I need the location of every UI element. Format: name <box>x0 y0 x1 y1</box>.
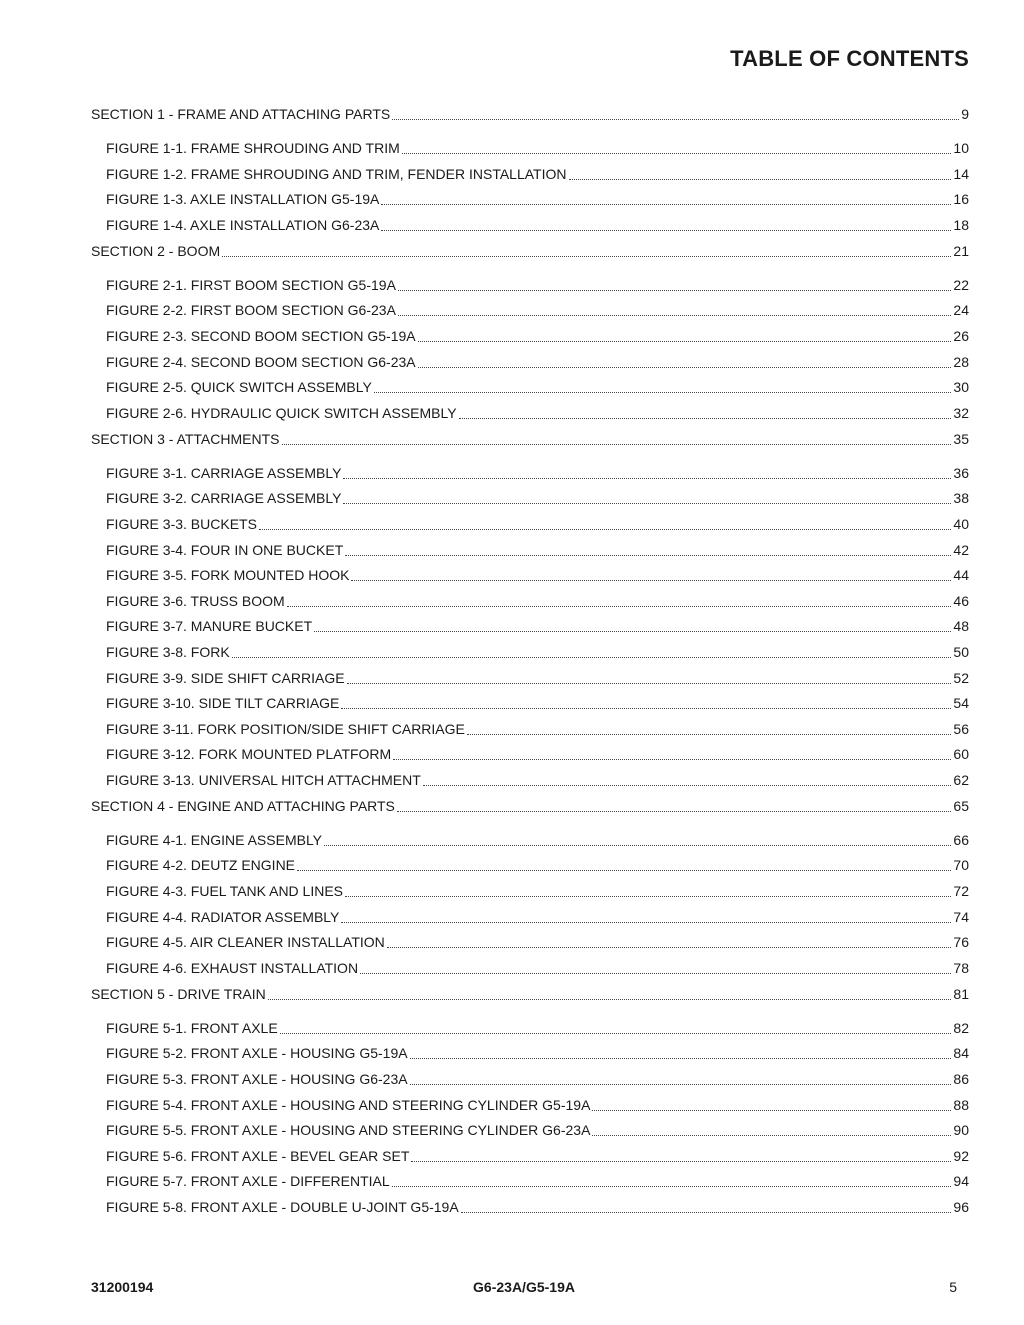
toc-figure-entry-page: 62 <box>953 771 969 788</box>
toc-section-entry-label: SECTION 3 - ATTACHMENTS <box>91 430 280 447</box>
toc-figure-entry[interactable] <box>91 618 969 634</box>
toc-section <box>91 986 969 1215</box>
toc-figure-entry-label: FIGURE 1-3. AXLE INSTALLATION G5-19A <box>106 191 380 208</box>
dot-leader <box>459 406 952 419</box>
dot-leader <box>341 910 951 923</box>
toc-figure-entry-page: 78 <box>953 959 969 976</box>
toc-figure-entry-label: FIGURE 5-4. FRONT AXLE - HOUSING AND STEERING CYLINDER G5-19A <box>106 1096 591 1113</box>
toc-section-entry[interactable] <box>91 431 969 447</box>
toc-figure-entry[interactable] <box>91 516 969 532</box>
toc-figure-entry[interactable] <box>91 567 969 583</box>
dot-leader <box>467 722 952 735</box>
toc-figure-entry-page: 60 <box>953 746 969 763</box>
figure-list <box>91 277 969 421</box>
toc-figure-entry-page: 48 <box>953 618 969 635</box>
dot-leader <box>418 329 952 342</box>
toc-figure-entry[interactable] <box>91 857 969 873</box>
toc-figure-entry-label: FIGURE 5-6. FRONT AXLE - BEVEL GEAR SET <box>106 1147 410 1164</box>
dot-leader <box>347 671 952 684</box>
toc-figure-entry[interactable] <box>91 1199 969 1215</box>
dot-leader <box>423 773 952 786</box>
toc-figure-entry-label: FIGURE 1-2. FRAME SHROUDING AND TRIM, FENDER INSTALLATION <box>106 165 567 182</box>
dot-leader <box>410 1072 952 1085</box>
toc-section-entry[interactable] <box>91 106 969 122</box>
toc-figure-entry[interactable] <box>91 934 969 950</box>
toc-figure-entry[interactable] <box>91 670 969 686</box>
page-number: 5 <box>949 1279 957 1295</box>
dot-leader <box>351 568 951 581</box>
page-title: TABLE OF CONTENTS <box>730 46 969 71</box>
toc-figure-entry-label: FIGURE 4-4. RADIATOR ASSEMBLY <box>106 908 340 925</box>
toc-figure-entry[interactable] <box>91 1122 969 1138</box>
dot-leader <box>397 799 952 812</box>
toc-figure-entry-label: FIGURE 5-1. FRONT AXLE <box>106 1019 278 1036</box>
dot-leader <box>411 1149 951 1162</box>
toc-figure-entry-label: FIGURE 5-8. FRONT AXLE - DOUBLE U-JOINT G5-19A <box>106 1199 459 1215</box>
toc-figure-entry-page: 96 <box>953 1199 969 1215</box>
toc-figure-entry-label: FIGURE 3-11. FORK POSITION/SIDE SHIFT CARRIAGE <box>106 720 465 737</box>
toc-figure-entry-label: FIGURE 1-1. FRAME SHROUDING AND TRIM <box>106 140 400 156</box>
dot-leader <box>341 696 951 709</box>
toc-figure-entry[interactable] <box>91 277 969 293</box>
dot-leader <box>222 244 951 257</box>
toc-figure-entry-page: 16 <box>953 191 969 208</box>
toc-figure-entry[interactable] <box>91 1020 969 1036</box>
toc-figure-entry[interactable] <box>91 542 969 558</box>
toc-figure-entry-page: 32 <box>953 404 969 421</box>
dot-leader <box>393 747 951 760</box>
toc-figure-entry-label: FIGURE 3-10. SIDE TILT CARRIAGE <box>106 695 340 712</box>
dot-leader <box>398 303 952 316</box>
dot-leader <box>387 935 952 948</box>
toc-figure-entry-page: 84 <box>953 1045 969 1062</box>
toc-figure-entry-label: FIGURE 3-3. BUCKETS <box>106 515 257 532</box>
dot-leader <box>461 1200 952 1213</box>
toc-figure-entry[interactable] <box>91 593 969 609</box>
toc-figure-entry-label: FIGURE 3-5. FORK MOUNTED HOOK <box>106 567 350 584</box>
toc-section-entry-label: SECTION 1 - FRAME AND ATTACHING PARTS <box>91 106 391 122</box>
toc-figure-entry-label: FIGURE 3-12. FORK MOUNTED PLATFORM <box>106 746 392 763</box>
toc-figure-entry[interactable] <box>91 1045 969 1061</box>
dot-leader <box>345 543 951 556</box>
dot-leader <box>402 141 952 154</box>
toc-figure-entry-page: 30 <box>953 379 969 396</box>
toc-figure-entry-page: 22 <box>953 276 969 293</box>
toc-figure-entry[interactable] <box>91 217 969 233</box>
dot-leader <box>374 380 952 393</box>
toc-figure-entry[interactable] <box>91 772 969 788</box>
toc-figure-entry-label: FIGURE 3-6. TRUSS BOOM <box>106 592 285 609</box>
dot-leader <box>592 1123 951 1136</box>
toc-figure-entry-page: 76 <box>953 934 969 951</box>
dot-leader <box>287 594 952 607</box>
toc-figure-entry[interactable] <box>91 328 969 344</box>
toc-figure-entry[interactable] <box>91 960 969 976</box>
toc-figure-entry-page: 28 <box>953 353 969 370</box>
toc-figure-entry-page: 14 <box>953 165 969 182</box>
toc-figure-entry[interactable] <box>91 883 969 899</box>
figure-list <box>91 140 969 233</box>
dot-leader <box>232 645 952 658</box>
dot-leader <box>410 1046 952 1059</box>
toc-section-entry[interactable] <box>91 986 969 1002</box>
toc-figure-entry-page: 42 <box>953 541 969 558</box>
toc-figure-entry-page: 70 <box>953 857 969 874</box>
toc-section <box>91 243 969 421</box>
toc-section-entry-page: 81 <box>953 985 969 1002</box>
toc-figure-entry-label: FIGURE 2-1. FIRST BOOM SECTION G5-19A <box>106 276 396 293</box>
toc-figure-entry-label: FIGURE 3-8. FORK <box>106 643 230 660</box>
toc-section-entry[interactable] <box>91 243 969 259</box>
toc-figure-entry-label: FIGURE 3-13. UNIVERSAL HITCH ATTACHMENT <box>106 771 421 788</box>
toc-section <box>91 798 969 976</box>
toc-figure-entry[interactable] <box>91 465 969 481</box>
toc-figure-entry-page: 86 <box>953 1071 969 1088</box>
toc-figure-entry[interactable] <box>91 1071 969 1087</box>
dot-leader <box>268 987 952 1000</box>
toc-figure-entry-page: 52 <box>953 669 969 686</box>
toc-figure-entry[interactable] <box>91 140 969 156</box>
toc-figure-entry-page: 72 <box>953 883 969 900</box>
dot-leader <box>398 278 952 291</box>
toc-figure-entry[interactable] <box>91 746 969 762</box>
toc-figure-entry[interactable] <box>91 166 969 182</box>
toc-figure-entry-label: FIGURE 5-3. FRONT AXLE - HOUSING G6-23A <box>106 1071 408 1088</box>
toc-figure-entry-label: FIGURE 3-7. MANURE BUCKET <box>106 618 313 635</box>
toc-figure-entry-label: FIGURE 3-9. SIDE SHIFT CARRIAGE <box>106 669 345 686</box>
dot-leader <box>360 961 951 974</box>
toc-figure-entry[interactable] <box>91 721 969 737</box>
dot-leader <box>259 517 952 530</box>
toc-section-entry-label: SECTION 5 - DRIVE TRAIN <box>91 985 266 1002</box>
toc-figure-entry[interactable] <box>91 379 969 395</box>
toc-figure-entry[interactable] <box>91 302 969 318</box>
toc-figure-entry-page: 24 <box>953 302 969 319</box>
dot-leader <box>324 833 951 846</box>
dot-leader <box>381 192 951 205</box>
toc-figure-entry[interactable] <box>91 695 969 711</box>
dot-leader <box>418 355 952 368</box>
dot-leader <box>569 167 952 180</box>
toc-figure-entry-page: 46 <box>953 592 969 609</box>
toc-section-entry-page: 65 <box>953 797 969 814</box>
toc-figure-entry-page: 44 <box>953 567 969 584</box>
model-name: G6-23A/G5-19A <box>473 1279 575 1295</box>
toc-figure-entry-page: 82 <box>953 1019 969 1036</box>
toc-figure-entry[interactable] <box>91 909 969 925</box>
toc-figure-entry-label: FIGURE 1-4. AXLE INSTALLATION G6-23A <box>106 216 380 233</box>
toc-figure-entry-label: FIGURE 3-2. CARRIAGE ASSEMBLY <box>106 490 342 507</box>
toc-section-entry-label: SECTION 2 - BOOM <box>91 242 221 259</box>
dot-leader <box>297 858 951 871</box>
dot-leader <box>392 1174 952 1187</box>
toc-figure-entry[interactable] <box>91 191 969 207</box>
toc-figure-entry-label: FIGURE 4-3. FUEL TANK AND LINES <box>106 883 344 900</box>
toc-figure-entry[interactable] <box>91 490 969 506</box>
dot-leader <box>343 466 951 479</box>
toc-figure-entry[interactable] <box>91 644 969 660</box>
toc-figure-entry-page: 38 <box>953 490 969 507</box>
toc-figure-entry-label: FIGURE 2-4. SECOND BOOM SECTION G6-23A <box>106 353 416 370</box>
figure-list <box>91 465 969 788</box>
dot-leader <box>392 107 959 120</box>
toc-figure-entry-label: FIGURE 2-5. QUICK SWITCH ASSEMBLY <box>106 379 372 396</box>
toc-section <box>91 106 969 233</box>
toc-section-entry-page: 21 <box>953 242 969 259</box>
dot-leader <box>282 432 952 445</box>
toc-figure-entry-page: 36 <box>953 464 969 481</box>
toc-figure-entry-label: FIGURE 3-1. CARRIAGE ASSEMBLY <box>106 464 342 481</box>
toc-figure-entry-page: 66 <box>953 831 969 848</box>
toc-figure-entry[interactable] <box>91 354 969 370</box>
toc-figure-entry-label: FIGURE 4-2. DEUTZ ENGINE <box>106 857 296 874</box>
toc-section-entry[interactable] <box>91 798 969 814</box>
toc-figure-entry-page: 26 <box>953 327 969 344</box>
toc-figure-entry-label: FIGURE 5-5. FRONT AXLE - HOUSING AND STEERING CYLINDER G6-23A <box>106 1122 591 1139</box>
toc-section-entry-label: SECTION 4 - ENGINE AND ATTACHING PARTS <box>91 797 395 814</box>
toc-figure-entry[interactable] <box>91 832 969 848</box>
dot-leader <box>314 619 951 632</box>
toc-figure-entry-page: 74 <box>953 908 969 925</box>
toc-figure-entry-page: 10 <box>953 140 969 156</box>
toc-figure-entry[interactable] <box>91 1097 969 1113</box>
toc-figure-entry-label: FIGURE 4-1. ENGINE ASSEMBLY <box>106 831 323 848</box>
toc-figure-entry-page: 88 <box>953 1096 969 1113</box>
toc-figure-entry-page: 40 <box>953 515 969 532</box>
toc-section <box>91 431 969 788</box>
document-number: 31200194 <box>91 1279 154 1295</box>
toc-section-entry-page: 9 <box>961 106 969 122</box>
toc-figure-entry-page: 94 <box>953 1173 969 1190</box>
toc-section-entry-page: 35 <box>953 430 969 447</box>
toc-figure-entry-label: FIGURE 2-3. SECOND BOOM SECTION G5-19A <box>106 327 416 344</box>
toc-figure-entry-label: FIGURE 3-4. FOUR IN ONE BUCKET <box>106 541 344 558</box>
toc-figure-entry-label: FIGURE 5-7. FRONT AXLE - DIFFERENTIAL <box>106 1173 390 1190</box>
dot-leader <box>381 218 951 231</box>
toc-figure-entry-label: FIGURE 2-6. HYDRAULIC QUICK SWITCH ASSEMBLY <box>106 404 457 421</box>
toc-figure-entry-page: 54 <box>953 695 969 712</box>
toc-figure-entry-page: 92 <box>953 1147 969 1164</box>
toc-figure-entry[interactable] <box>91 1173 969 1189</box>
dot-leader <box>343 491 951 504</box>
figure-list <box>91 832 969 976</box>
toc-figure-entry-page: 50 <box>953 643 969 660</box>
table-of-contents <box>91 106 969 1225</box>
toc-figure-entry[interactable] <box>91 1148 969 1164</box>
toc-figure-entry[interactable] <box>91 405 969 421</box>
toc-figure-entry-page: 18 <box>953 216 969 233</box>
dot-leader <box>280 1021 952 1034</box>
toc-figure-entry-page: 56 <box>953 720 969 737</box>
toc-figure-entry-page: 90 <box>953 1122 969 1139</box>
toc-figure-entry-label: FIGURE 4-5. AIR CLEANER INSTALLATION <box>106 934 385 951</box>
toc-figure-entry-label: FIGURE 2-2. FIRST BOOM SECTION G6-23A <box>106 302 396 319</box>
dot-leader <box>592 1098 951 1111</box>
toc-figure-entry-label: FIGURE 5-2. FRONT AXLE - HOUSING G5-19A <box>106 1045 408 1062</box>
figure-list <box>91 1020 969 1215</box>
dot-leader <box>345 884 951 897</box>
toc-figure-entry-label: FIGURE 4-6. EXHAUST INSTALLATION <box>106 959 359 976</box>
